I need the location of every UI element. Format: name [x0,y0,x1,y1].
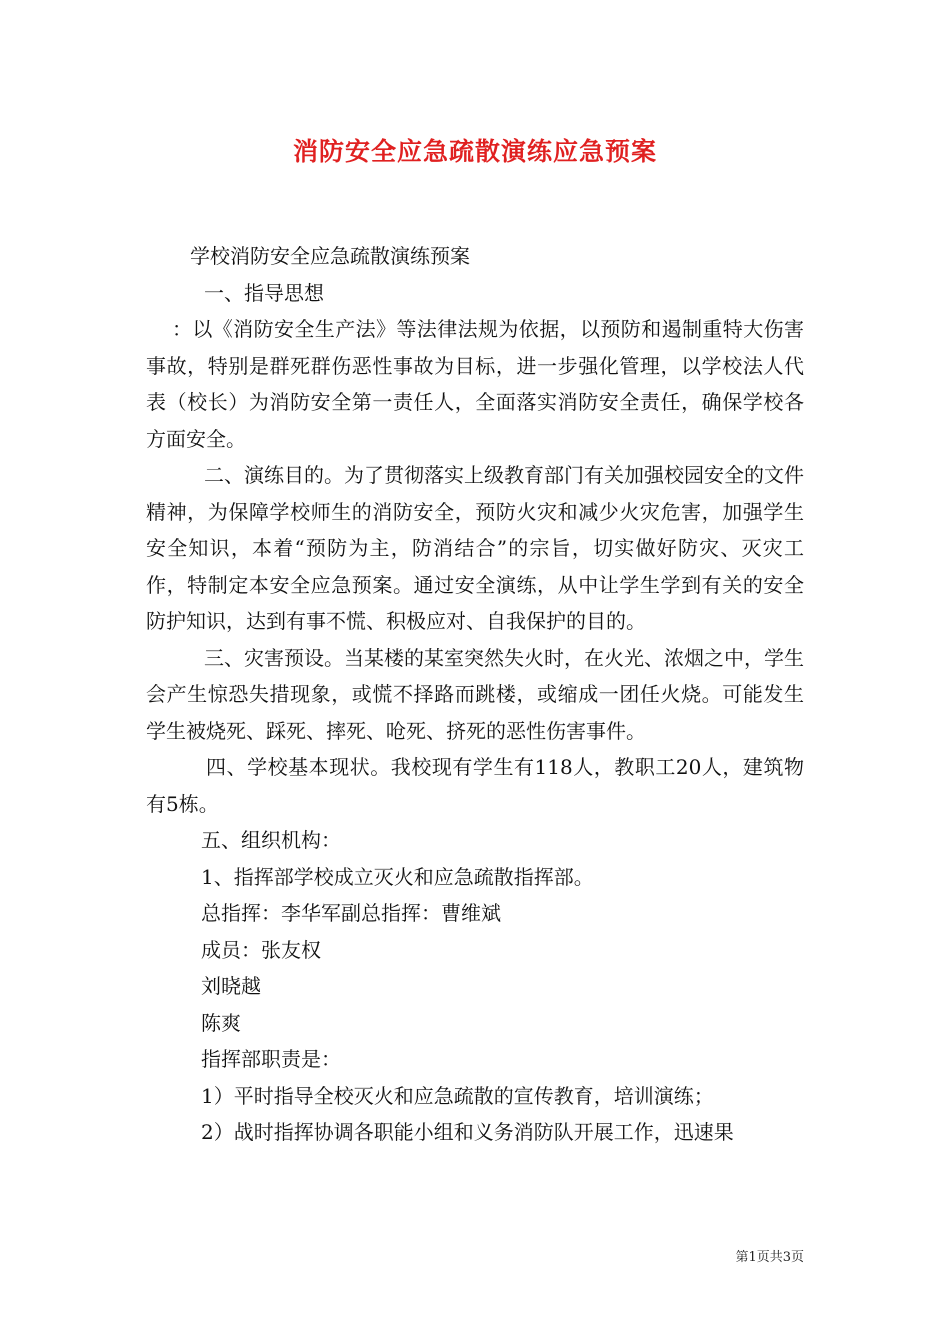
document-title: 消防安全应急疏散演练应急预案 [292,137,657,166]
duty-item-2: 2）战时指挥协调各职能小组和义务消防队开展工作，迅速果 [201,1120,734,1144]
duty-item-1: 1）平时指导全校灭火和应急疏散的宣传教育，培训演练； [201,1083,714,1108]
member-name: 陈爽 [201,1010,241,1035]
section-3-paragraph: 三、灾害预设。当某楼的某室突然失火时，在火光、浓烟之中，学生会产生惊恐失措现象，或慌不择路而跳楼，或缩成一团任火烧。可能发生学生被烧死、踩死、摔死、呛死、挤死的恶性伤害事件。 [146,645,804,743]
members-line: 成员：张友权 [201,937,321,962]
section-1-heading: 一、指导思想 [204,280,324,305]
section-5-heading: 五、组织机构： [201,828,341,852]
section-2-paragraph: 二、演练目的。为了贯彻落实上级教育部门有关加强校园安全的文件精神，为保障学校师生的消防安全，预防火灾和减少火灾危害，加强学生安全知识，本着“预防为主，防消结合”的宗旨，切实做好防灾、灭灾工作，特制定本安全应急预案。通过安全演练，从中让学生学到有关的安全防护知识，达到有事不慌、积极应对、自我保护的目的。 [146,463,804,633]
page-number: 第1页共3页 [735,1250,804,1265]
document-body [146,238,804,1151]
member-name: 刘晓越 [201,974,261,998]
commanders-line: 总指挥：李华军副总指挥：曹维斌 [201,901,501,925]
duties-heading: 指挥部职责是： [201,1047,341,1071]
section-1-paragraph: ：以《消防安全生产法》等法律法规为依据，以预防和遏制重特大伤害事故，特别是群死群伤恶性事故为目标，进一步强化管理，以学校法人代表（校长）为消防安全第一责任人，全面落实消防安全责任，确保学校各方面安全。 [146,317,804,451]
org-item-1: 1、指挥部学校成立灭火和应急疏散指挥部。 [201,864,594,889]
document-subtitle: 学校消防安全应急疏散演练预案 [190,244,470,268]
section-4-paragraph: 四、学校基本现状。我校现有学生有118人，教职工20人，建筑物有5栋。 [146,755,804,816]
